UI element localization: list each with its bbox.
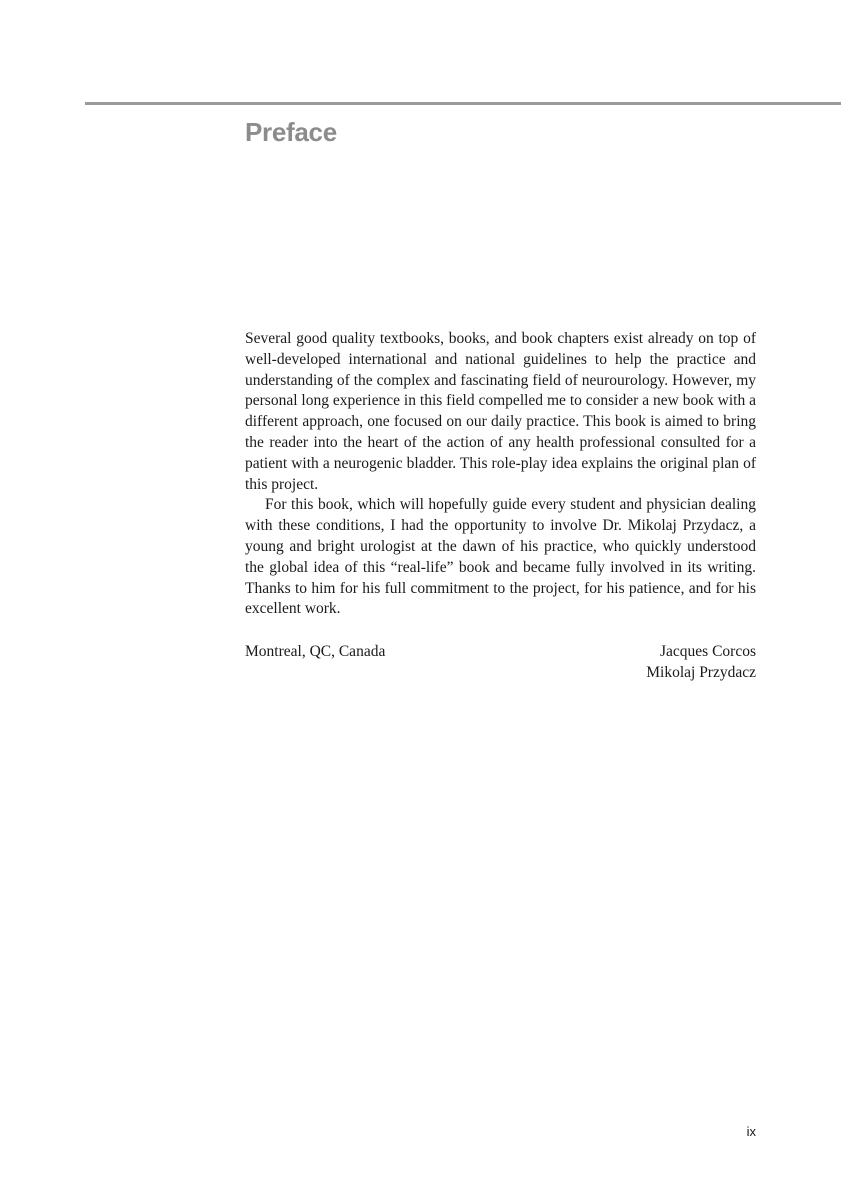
paragraph-2: For this book, which will hopefully guide every student and physician dealing with these conditions, I had the opportunity to involve Dr. Mikolaj Przydacz, a young and bright urologist at the dawn of his practice, who quickly understood the global idea of this “real-life” book and became fully involved in its writing. Thanks to him for his full commitment to the project, for his patience, and for his excellent work.: [245, 496, 756, 618]
page-title: Preface: [245, 117, 337, 147]
author-name: Jacques Corcos: [660, 643, 756, 660]
signature-authors: [646, 642, 756, 684]
signature-location: Montreal, QC, Canada: [245, 643, 386, 660]
page-number: ix: [746, 1124, 756, 1139]
paragraph-1: Several good quality textbooks, books, and book chapters exist already on top of well-developed international and national guidelines to help the practice and understanding of the complex and fascinating field of neurourology. However, my personal long experience in this field compelled me to consider a new book with a different approach, one focused on our daily practice. This book is aimed to bring the reader into the heart of the action of any health professional consulted for a patient with a neurogenic bladder. This role-play idea explains the original plan of this project.: [245, 330, 756, 493]
preface-body: [245, 329, 756, 620]
author-name: Mikolaj Przydacz: [646, 663, 756, 681]
header-rule: [85, 102, 841, 105]
